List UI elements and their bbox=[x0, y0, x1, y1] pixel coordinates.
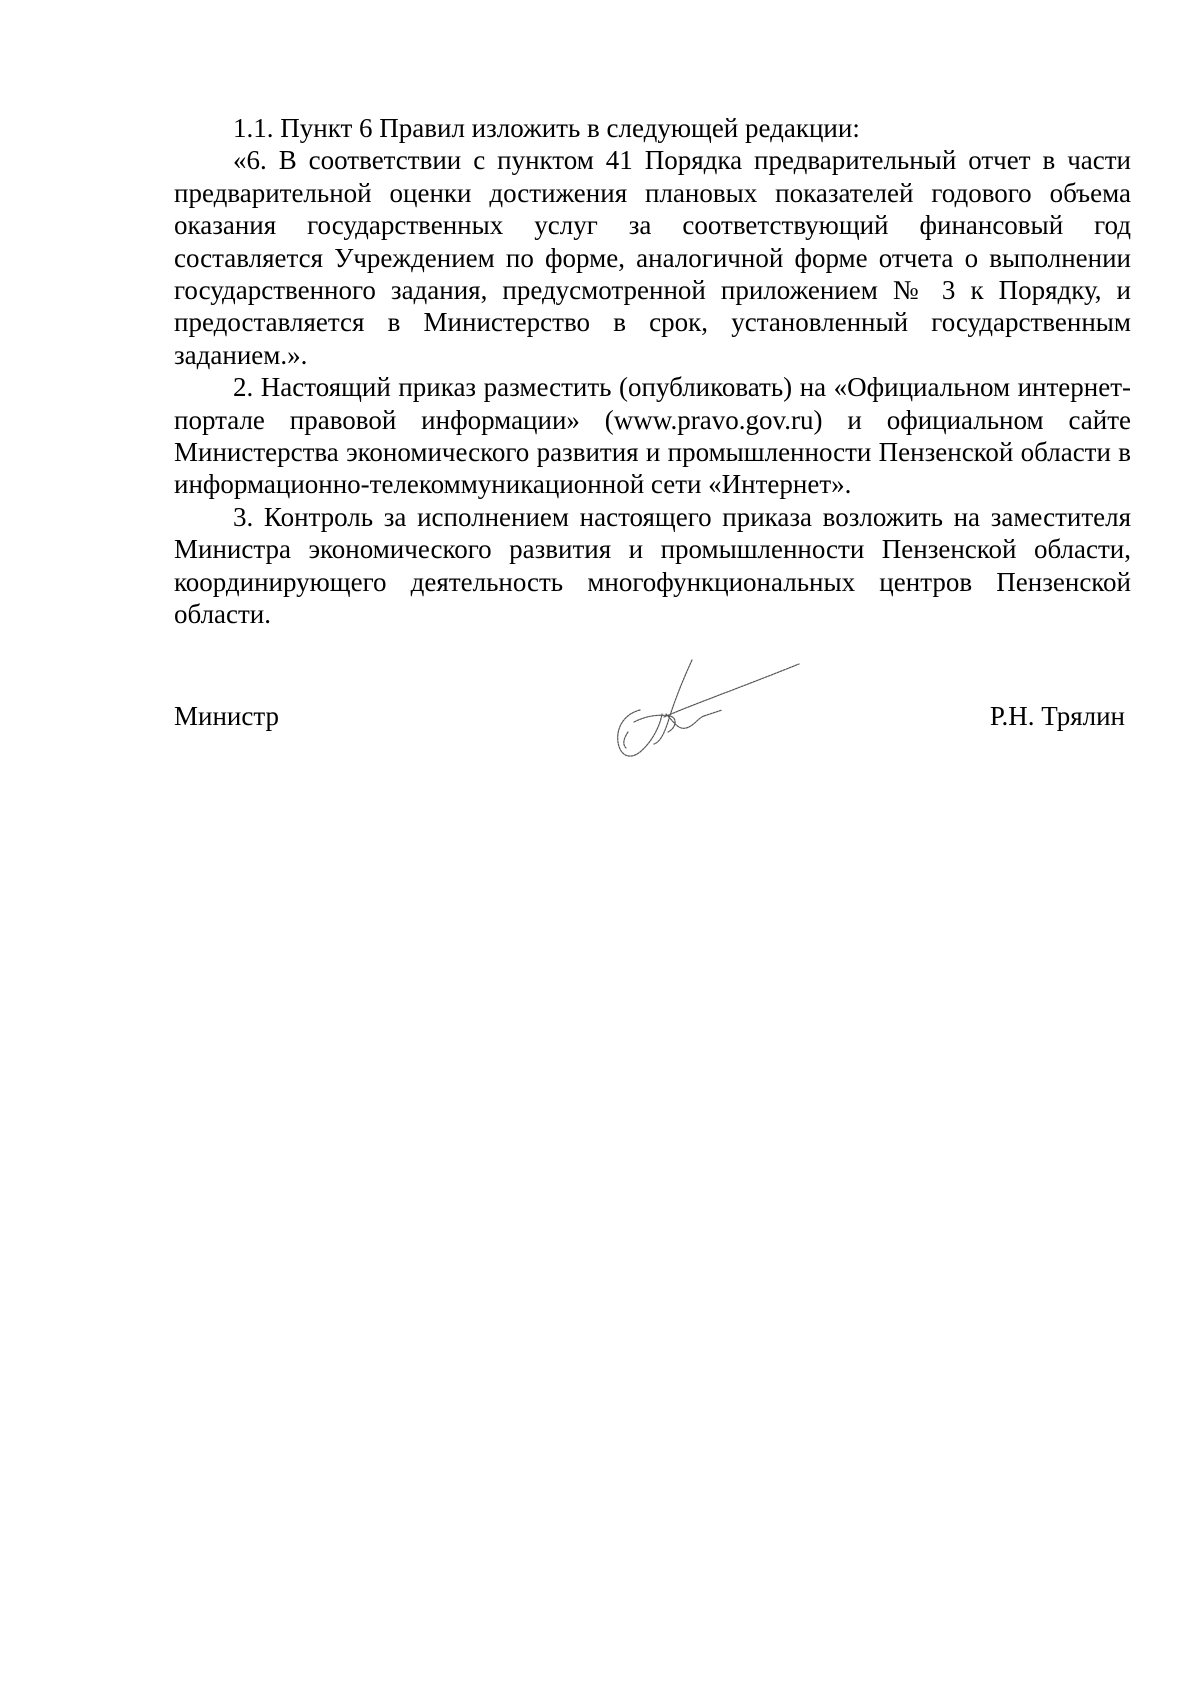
paragraph-2: 2. Настоящий приказ разместить (опубликовать) на «Официальном интернет-портале правовой информации» (www.pravo.gov.ru) и официальном сайте Министерства экономического развития и промышленности Пензенской области в информационно-телекоммуникационной сети «Интернет». bbox=[174, 372, 1131, 500]
signatory-name: Р.Н. Трялин bbox=[989, 701, 1125, 731]
handwritten-signature bbox=[594, 652, 824, 772]
paragraph-quoted-6: «6. В соответствии с пунктом 41 Порядка предварительный отчет в части предварительной оценки достижения плановых показателей годового объема оказания государственных услуг за соответствующий финансовый год составляется Учреждением по форме, аналогичной форме отчета о выполнении государственного задания, предусмотренной приложением № 3 к Порядку, и предоставляется в Министерство в срок, установленный государственным заданием.». bbox=[174, 145, 1131, 370]
paragraph-1-1: 1.1. Пункт 6 Правил изложить в следующей редакции: bbox=[233, 113, 860, 143]
paragraph-3: 3. Контроль за исполнением настоящего приказа возложить на заместителя Министра экономического развития и промышленности Пензенской области, координирующего деятельность многофункциональных центров Пензенской области. bbox=[174, 501, 1131, 630]
signatory-title: Министр bbox=[174, 701, 279, 731]
document-body bbox=[174, 112, 1131, 631]
signature-block bbox=[174, 652, 1131, 772]
